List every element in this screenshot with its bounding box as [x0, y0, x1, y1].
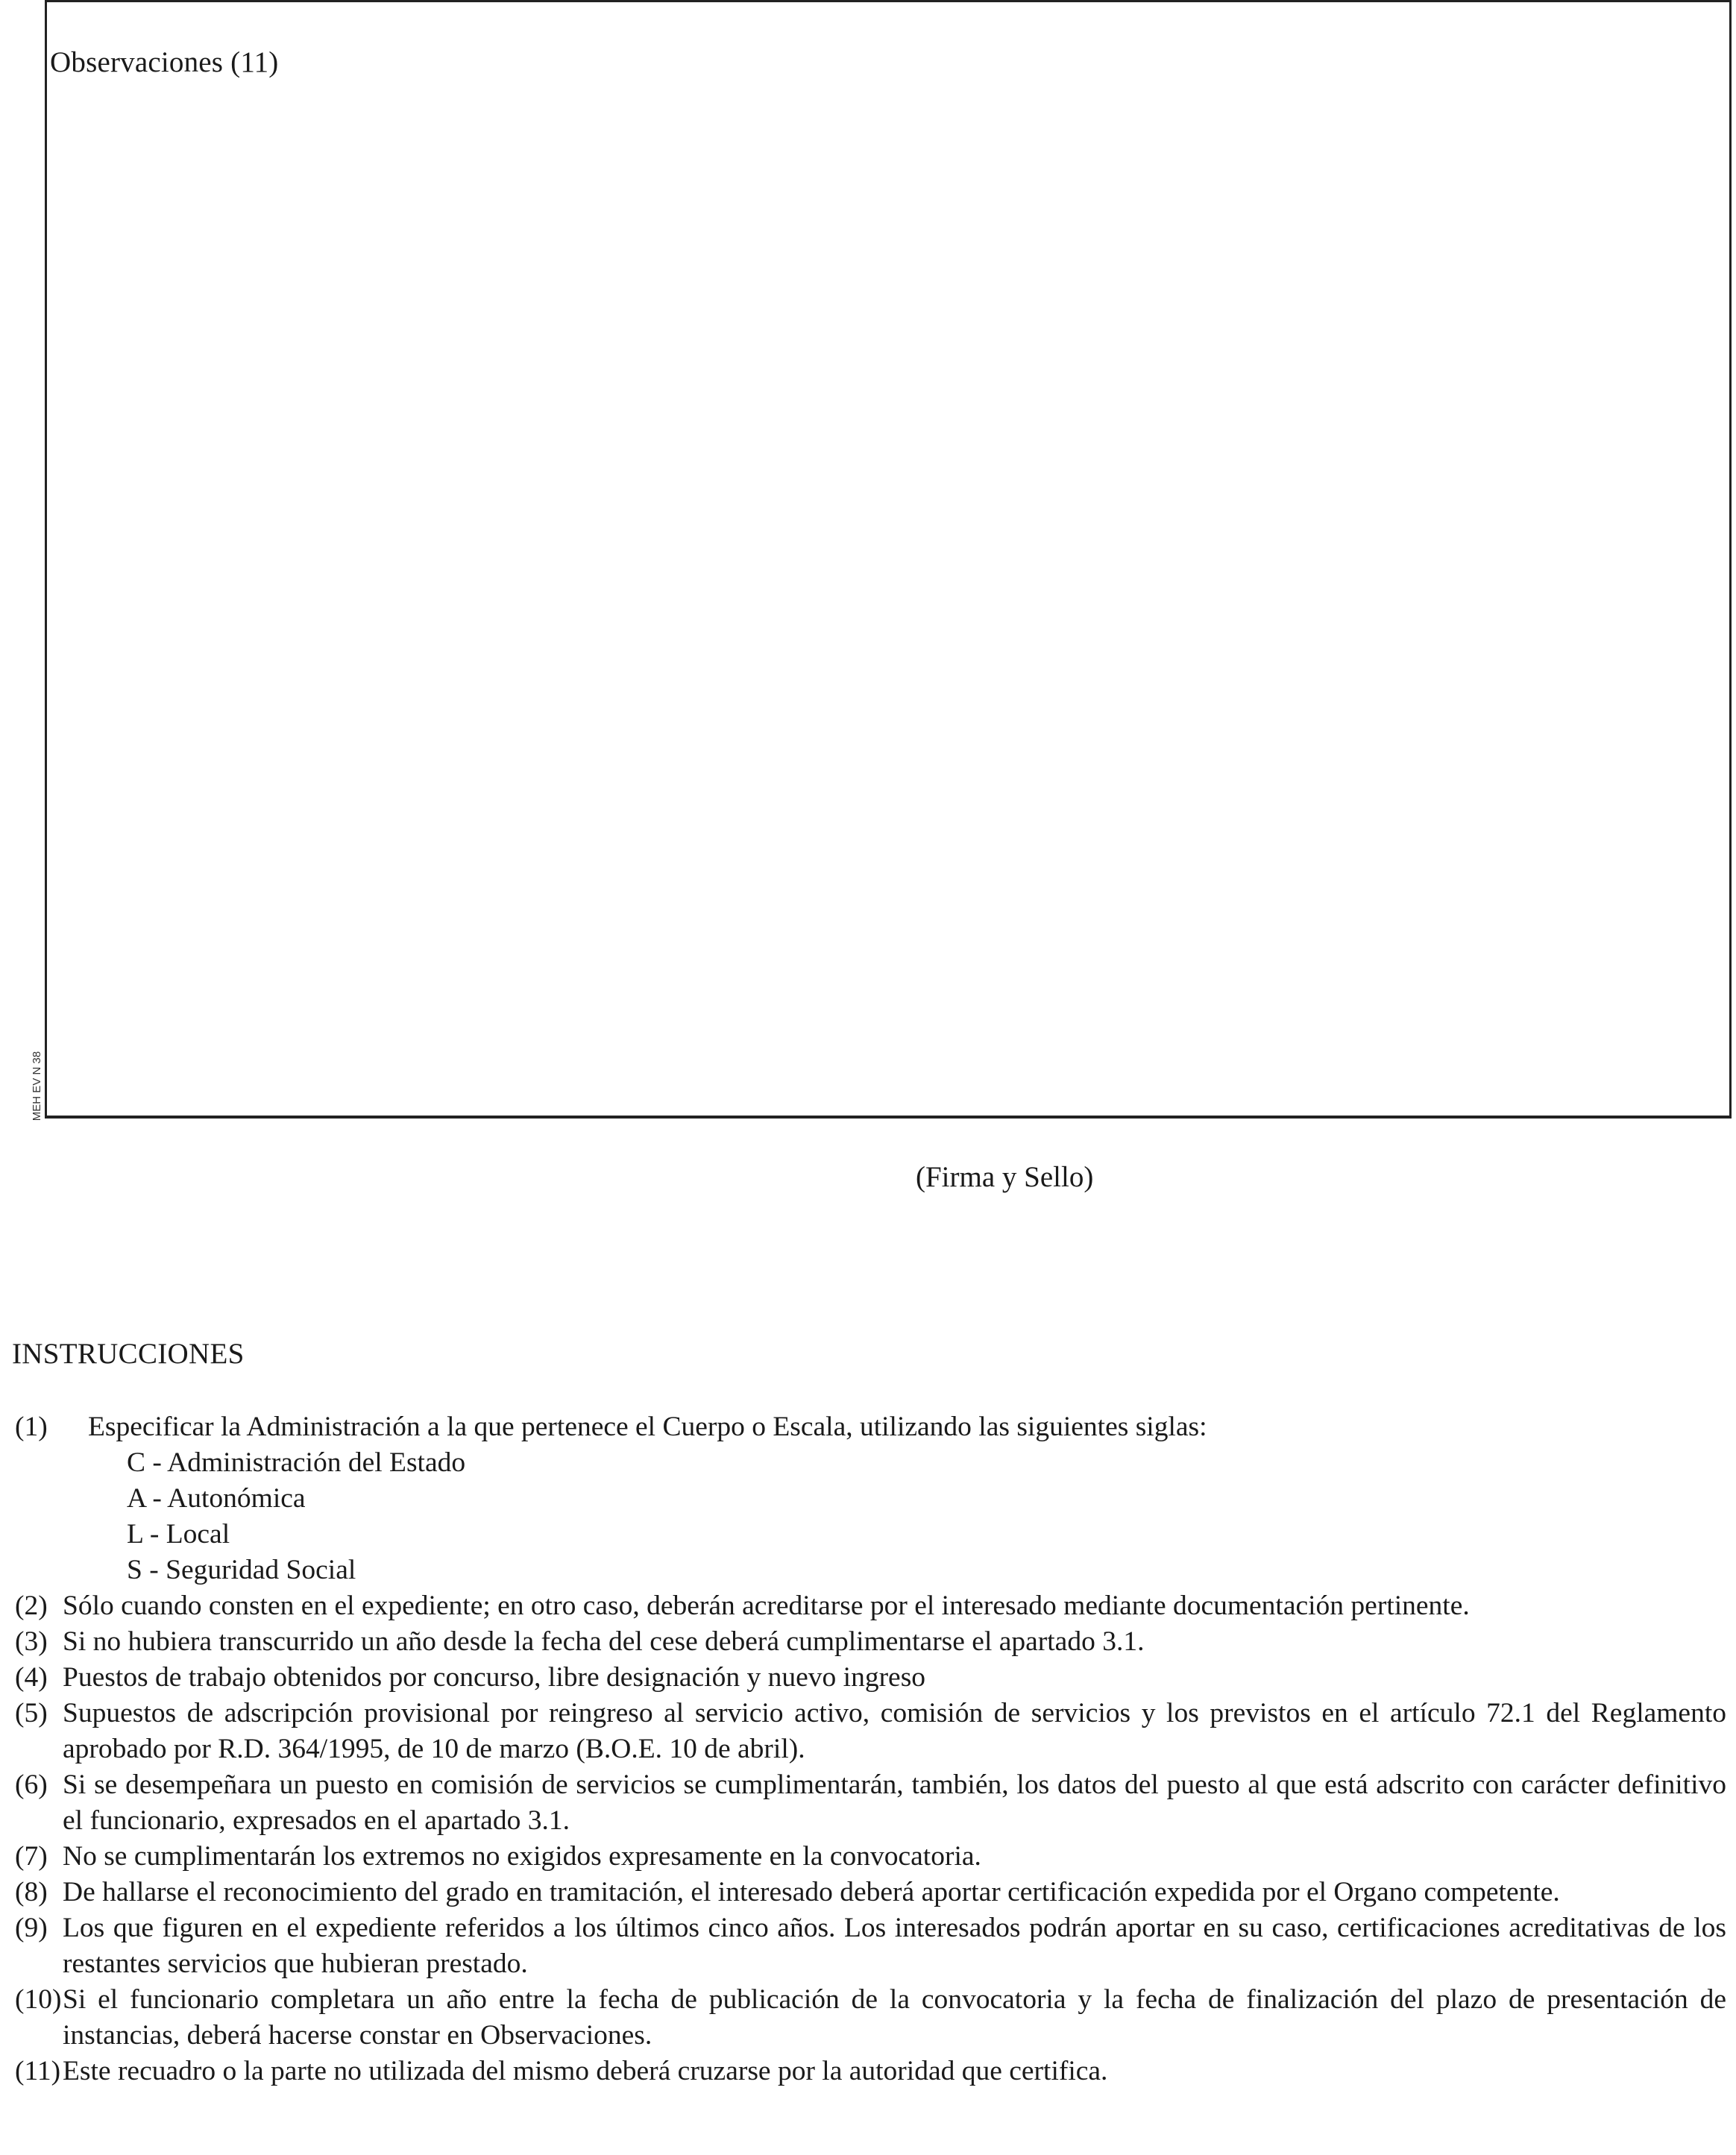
sigla-item: L - Local	[127, 1519, 230, 1550]
sigla-item: C - Administración del Estado	[127, 1447, 466, 1478]
instrucciones-list	[15, 1409, 1726, 2089]
sigla-item: A - Autonómica	[127, 1483, 306, 1514]
sigla-item: S - Seguridad Social	[127, 1555, 356, 1585]
instruccion-item-5: (5) Supuestos de adscripción provisional por reingreso al servicio activo, comisión de servicios y los previstos en el artículo 72.1 del Reglamento aprobado por R.D. 364/1995, de 10 de marzo (B.O.E. 10 de abril).	[15, 1698, 1726, 1764]
instruccion-item-8: (8) De hallarse el reconocimiento del grado en tramitación, el interesado deberá aportar certificación expedida por el Organo competente.	[15, 1877, 1560, 1907]
instruccion-item-7: (7) No se cumplimentarán los extremos no exigidos expresamente en la convocatoria.	[15, 1841, 981, 1872]
instruccion-item-9: (9) Los que figuren en el expediente referidos a los últimos cinco años. Los interesados podrán aportar en su caso, certificaciones acreditativas de los restantes servicios que hubieran prestado.	[15, 1913, 1726, 1979]
observaciones-box	[31, 0, 1732, 1121]
firma-y-sello-label: (Firma y Sello)	[916, 1161, 1094, 1193]
instruccion-item-6: (6) Si se desempeñara un puesto en comisión de servicios se cumplimentarán, también, los datos del puesto al que está adscrito con carácter definitivo el funcionario, expresados en el apartado 3.1.	[15, 1769, 1726, 1836]
instruccion-item-2: (2) Sólo cuando consten en el expediente; en otro caso, deberán acreditarse por el interesado mediante documentación pertinente.	[15, 1591, 1470, 1621]
instruccion-item-3: (3) Si no hubiera transcurrido un año desde la fecha del cese deberá cumplimentarse el apartado 3.1.	[15, 1626, 1145, 1657]
instruccion-item-11: (11) Este recuadro o la parte no utilizada del mismo deberá cruzarse por la autoridad que certifica.	[15, 2056, 1108, 2086]
instruccion-item-1: (1) Especificar la Administración a la que pertenece el Cuerpo o Escala, utilizando las siguientes siglas:	[15, 1412, 1207, 1442]
instrucciones-heading: INSTRUCCIONES	[12, 1338, 245, 1370]
side-form-code: MEH EV N 38	[31, 1051, 44, 1121]
observaciones-title: Observaciones (11)	[50, 46, 279, 78]
instruccion-item-10: (10) Si el funcionario completara un año entre la fecha de publicación de la convocatoria y la fecha de finalización del plazo de presentación de instancias, deberá hacerse constar en Observaciones.	[15, 1984, 1726, 2051]
instruccion-item-4: (4) Puestos de trabajo obtenidos por concurso, libre designación y nuevo ingreso	[15, 1662, 926, 1693]
